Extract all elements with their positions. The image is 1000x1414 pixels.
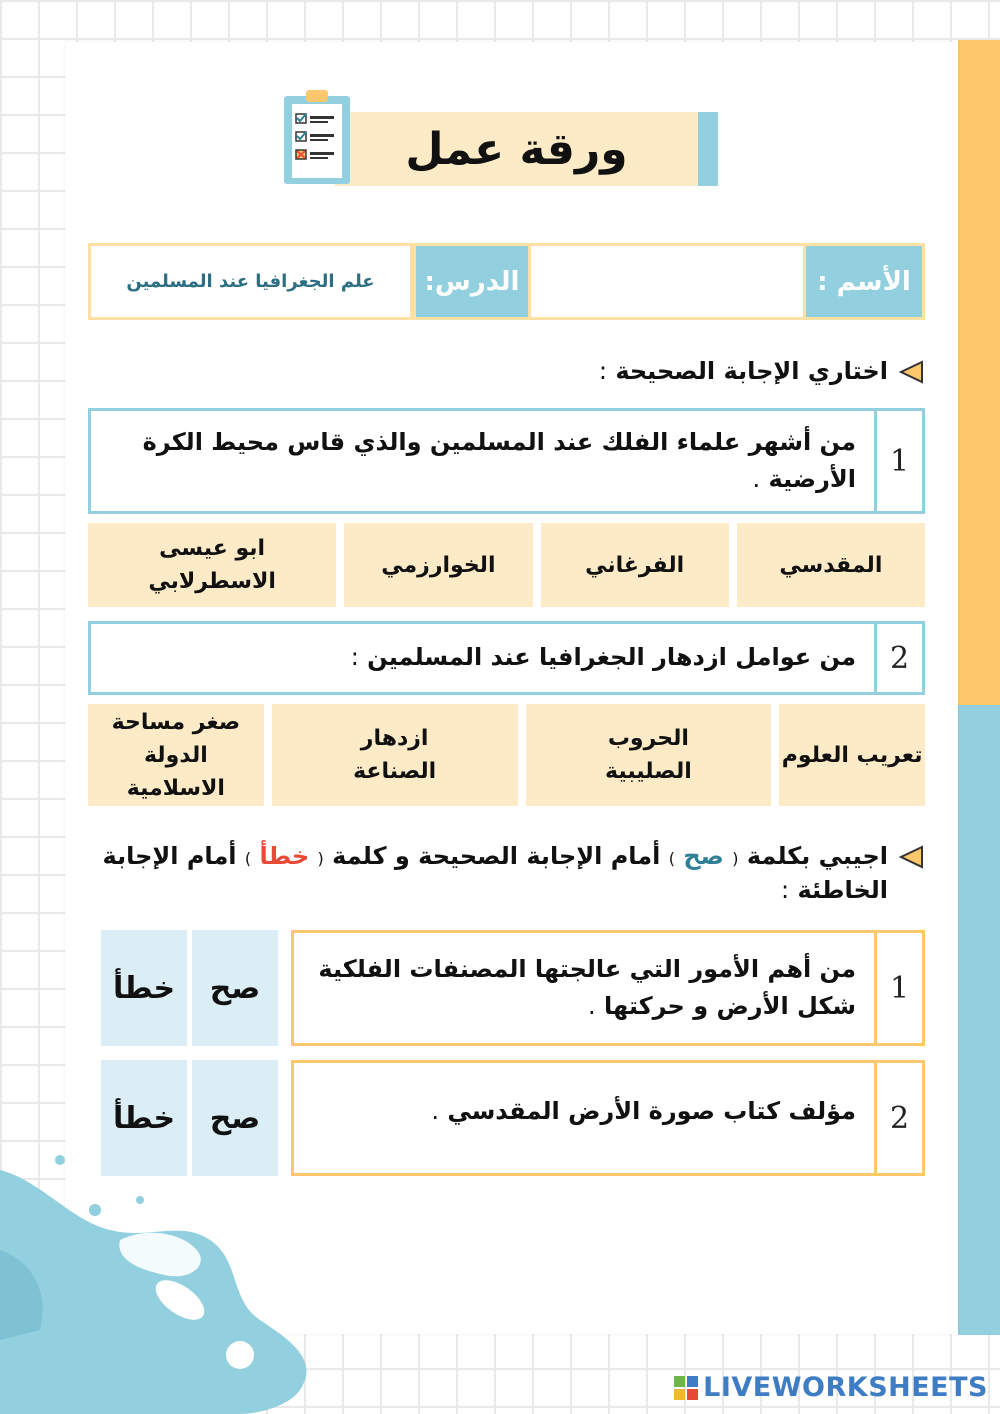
triangle-arrow-icon <box>898 844 924 870</box>
page-title: ورقة عمل <box>405 123 628 175</box>
tf-question-1 <box>291 930 925 1046</box>
section2-heading <box>94 840 924 907</box>
mcq-question-2 <box>88 621 925 695</box>
lesson-label: الدرس: <box>413 243 531 320</box>
question-number: 2 <box>874 624 922 692</box>
question-text: من عوامل ازدهار الجغرافيا عند المسلمين : <box>350 643 856 672</box>
question-number: 2 <box>874 1063 922 1173</box>
false-word: خطأ <box>259 842 310 870</box>
true-button[interactable]: صح <box>192 930 278 1046</box>
tf-question-2 <box>291 1060 925 1176</box>
mcq-options-2 <box>88 704 925 806</box>
section2-heading-text: اجيبي بكلمة ( صح ) أمام الإجابة الصحيحة و كلمة ( خطأ ) أمام الإجابة الخاطئة : <box>102 842 888 904</box>
section1-heading <box>599 355 924 389</box>
question-text: من أشهر علماء الفلك عند المسلمين والذي قاس محيط الكرة الأرضية . <box>142 427 856 493</box>
checklist-clipboard-icon <box>282 88 352 186</box>
logo-grid-icon <box>673 1375 699 1401</box>
side-stripe-yellow <box>958 40 1000 705</box>
lesson-value: علم الجغرافيا عند المسلمين <box>88 243 413 320</box>
mcq-question-1 <box>88 408 925 514</box>
triangle-arrow-icon <box>898 359 924 385</box>
student-info-row <box>88 243 925 320</box>
section1-heading-text: اختاري الإجابة الصحيحة <box>615 357 888 385</box>
question-text: مؤلف كتاب صورة الأرض المقدسي . <box>431 1097 856 1125</box>
option-button[interactable]: صغر مساحة الدولة الاسلامية <box>88 704 264 806</box>
false-button[interactable]: خطأ <box>101 930 187 1046</box>
option-button[interactable]: المقدسي <box>737 523 925 607</box>
brand-text: LIVEWORKSHEETS <box>703 1372 988 1403</box>
option-button[interactable]: الخوارزمي <box>344 523 532 607</box>
option-button[interactable]: ابو عيسى الاسطرلابي <box>88 523 336 607</box>
mcq-options-1 <box>88 523 925 607</box>
option-button[interactable]: تعريب العلوم <box>779 704 925 806</box>
name-label: الأسم : <box>803 243 925 320</box>
side-stripe-blue <box>958 705 1000 1335</box>
liveworksheets-logo <box>673 1372 988 1403</box>
false-button[interactable]: خطأ <box>101 1060 187 1176</box>
question-text: من أهم الأمور التي عالجتها المصنفات الفلكية شكل الأرض و حركتها . <box>318 954 856 1020</box>
option-button[interactable]: الحروب الصليبية <box>526 704 772 806</box>
question-number: 1 <box>874 411 922 511</box>
option-button[interactable]: ازدهار الصناعة <box>272 704 518 806</box>
name-input[interactable] <box>531 243 803 320</box>
section1-colon: : <box>598 357 607 385</box>
true-word: صح <box>683 842 724 870</box>
question-number: 1 <box>874 933 922 1043</box>
title-banner <box>335 112 718 186</box>
true-button[interactable]: صح <box>192 1060 278 1176</box>
option-button[interactable]: الفرغاني <box>541 523 729 607</box>
